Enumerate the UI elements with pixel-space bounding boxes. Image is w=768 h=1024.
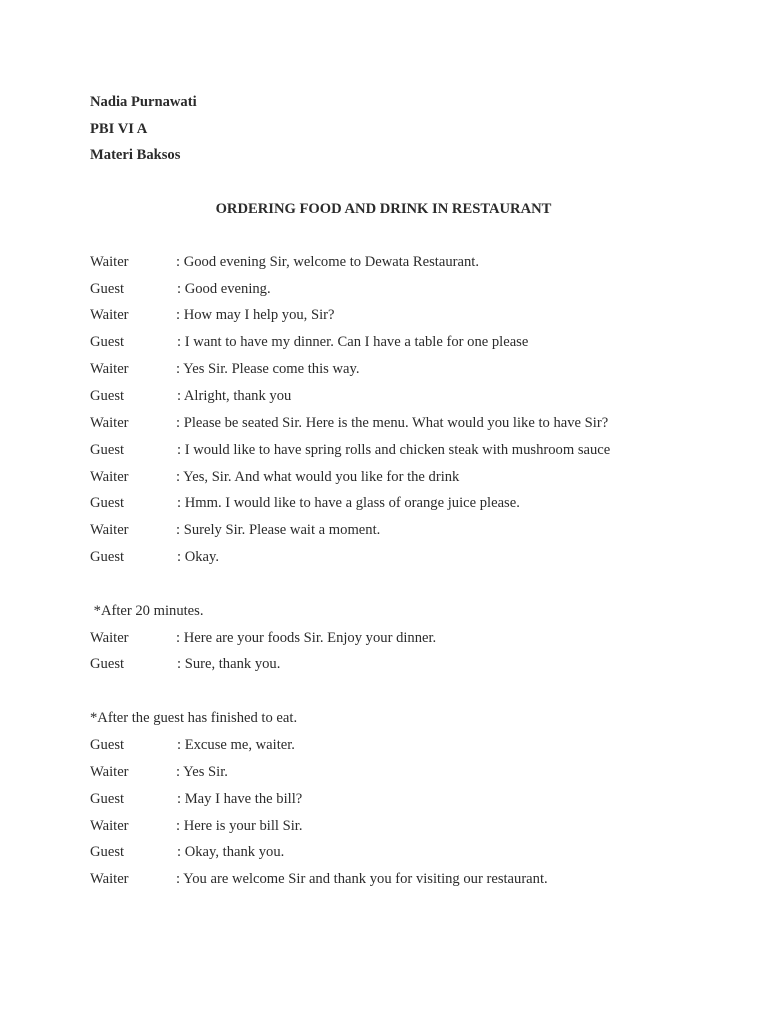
dialogue-part-1 — [90, 253, 710, 575]
dialogue-line — [90, 253, 710, 280]
document-title: ORDERING FOOD AND DRINK IN RESTAURANT — [215, 200, 552, 217]
speaker-label: Guest — [90, 790, 125, 807]
dialogue-line — [90, 306, 710, 333]
dialogue-line — [90, 280, 710, 307]
dialogue-text: : Hmm. I would like to have a glass of orange juice please. — [177, 495, 520, 512]
speaker-label: Guest — [90, 549, 125, 566]
dialogue-text: : Good evening Sir, welcome to Dewata Restaurant. — [176, 253, 479, 270]
dialogue-text: : Okay, thank you. — [177, 844, 285, 861]
dialogue-text: : Yes, Sir. And what would you like for the drink — [176, 468, 460, 485]
dialogue-line — [90, 360, 710, 387]
dialogue-text: : I would like to have spring rolls and chicken steak with mushroom sauce — [177, 441, 611, 458]
dialogue-line — [90, 521, 710, 548]
dialogue-text: : You are welcome Sir and thank you for visiting our restaurant. — [176, 871, 548, 888]
speaker-label: Guest — [90, 495, 125, 512]
dialogue-line — [90, 736, 710, 763]
dialogue-text: : Surely Sir. Please wait a moment. — [176, 522, 381, 539]
speaker-label: Guest — [90, 736, 125, 753]
dialogue-text: : I want to have my dinner. Can I have a table for one please — [177, 334, 529, 351]
dialogue-line — [90, 468, 710, 495]
dialogue-text: : Okay. — [177, 549, 220, 566]
dialogue-line — [90, 414, 710, 441]
dialogue-text: : Here is your bill Sir. — [176, 817, 303, 834]
dialogue-line — [90, 790, 710, 817]
dialogue-line — [90, 333, 710, 360]
speaker-label: Waiter — [90, 871, 129, 888]
spacer — [90, 575, 710, 602]
dialogue-line — [90, 763, 710, 790]
dialogue-text: : Sure, thank you. — [177, 656, 281, 673]
dialogue-line — [90, 494, 710, 521]
speaker-label: Guest — [90, 280, 125, 297]
dialogue-part-2 — [90, 629, 710, 683]
dialogue-part-3 — [90, 736, 710, 897]
dialogue-text: : Here are your foods Sir. Enjoy your dinner. — [176, 629, 437, 646]
speaker-label: Guest — [90, 441, 125, 458]
speaker-label: Waiter — [90, 307, 129, 324]
dialogue-line — [90, 441, 710, 468]
speaker-label: Guest — [90, 844, 125, 861]
speaker-label: Waiter — [90, 414, 129, 431]
dialogue-line — [90, 843, 710, 870]
speaker-label: Waiter — [90, 361, 129, 378]
speaker-label: Waiter — [90, 522, 129, 539]
dialogue-line — [90, 387, 710, 414]
dialogue-text: : Yes Sir. Please come this way. — [176, 361, 360, 378]
speaker-label: Guest — [90, 656, 125, 673]
class-label: PBI VI A — [90, 120, 148, 137]
dialogue-text: : Excuse me, waiter. — [177, 736, 295, 753]
speaker-label: Waiter — [90, 763, 129, 780]
author-name: Nadia Purnawati — [90, 94, 197, 110]
speaker-label: Waiter — [90, 817, 129, 834]
dialogue-text: : Please be seated Sir. Here is the menu. What would you like to have Sir? — [176, 414, 609, 431]
speaker-label: Waiter — [90, 629, 129, 646]
speaker-label: Guest — [90, 334, 125, 351]
document-page — [90, 93, 710, 897]
dialogue-text: : May I have the bill? — [177, 790, 303, 807]
dialogue-line — [90, 548, 710, 575]
stage-note: *After 20 minutes. — [90, 602, 204, 619]
dialogue-text: : How may I help you, Sir? — [176, 307, 335, 324]
speaker-label: Waiter — [90, 468, 129, 485]
speaker-label: Waiter — [90, 253, 129, 270]
dialogue-line — [90, 629, 710, 656]
speaker-label: Guest — [90, 388, 125, 404]
dialogue-line — [90, 655, 710, 682]
dialogue-line — [90, 870, 710, 897]
dialogue-text: : Yes Sir. — [176, 763, 228, 780]
dialogue-line — [90, 817, 710, 844]
subject-label: Materi Baksos — [90, 147, 181, 164]
dialogue-text: : Good evening. — [177, 280, 271, 297]
dialogue-text: : Alright, thank you — [177, 388, 292, 404]
spacer — [90, 682, 710, 709]
stage-note: *After the guest has finished to eat. — [90, 710, 298, 727]
